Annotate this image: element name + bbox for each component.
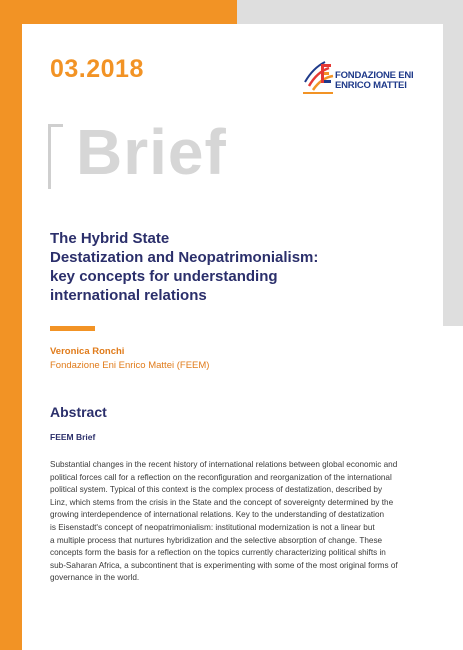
abstract-body <box>50 459 415 585</box>
title-line: Destatization and Neopatrimonialism: <box>50 249 319 266</box>
abstract-line: concepts form the basis for a reflection on the topics currently characterizing political shifts in <box>50 548 386 558</box>
abstract-line: political forces call for a reflection on the reconfiguration and reorganization of the international <box>50 472 392 482</box>
abstract-line: is Eisenstadt's concept of neopatrimonialism: institutional modernization is not a linear but <box>50 522 375 532</box>
abstract-line: a multiple process that nurtures hybridization and the selective absorption of change. These <box>50 535 383 545</box>
abstract-heading: Abstract <box>50 404 107 420</box>
gray-top-band <box>237 0 463 24</box>
abstract-line: Substantial changes in the recent history of international relations between global economic and <box>50 460 398 469</box>
logo-line-1: FONDAZIONE ENI <box>335 70 414 81</box>
title-line: international relations <box>50 287 207 304</box>
abstract-line: governance in the world. <box>50 573 140 583</box>
author-affiliation: Fondazione Eni Enrico Mattei (FEEM) <box>50 360 210 371</box>
brief-bracket <box>48 124 63 189</box>
abstract-line: sub-Saharan Africa, a subcontinent that is experimenting with some of the most original forms of <box>50 560 398 570</box>
abstract-line: political system. Typical of this context is the complex process of destatization, described by <box>50 485 383 495</box>
title-line: The Hybrid State <box>50 230 170 247</box>
abstract-line: growing interdependence of international relations. Key to the understanding of destatization <box>50 510 385 520</box>
series-label: Brief <box>76 116 227 188</box>
orange-side-bar <box>0 0 22 650</box>
gray-side-band <box>443 0 463 326</box>
title-divider <box>50 326 95 331</box>
orange-top-band <box>0 0 237 24</box>
issue-number: 03.2018 <box>50 55 144 83</box>
document-title <box>50 229 430 305</box>
abstract-line: Linz, which stems from the crisis in the State and the concept of sovereignty determined by the <box>50 497 394 507</box>
title-line: key concepts for understanding <box>50 268 278 285</box>
author-name: Veronica Ronchi <box>50 346 125 357</box>
logo-wordmark <box>335 71 413 91</box>
abstract-subheading: FEEM Brief <box>50 432 96 442</box>
logo-line-2: ENRICO MATTEI <box>335 80 407 91</box>
